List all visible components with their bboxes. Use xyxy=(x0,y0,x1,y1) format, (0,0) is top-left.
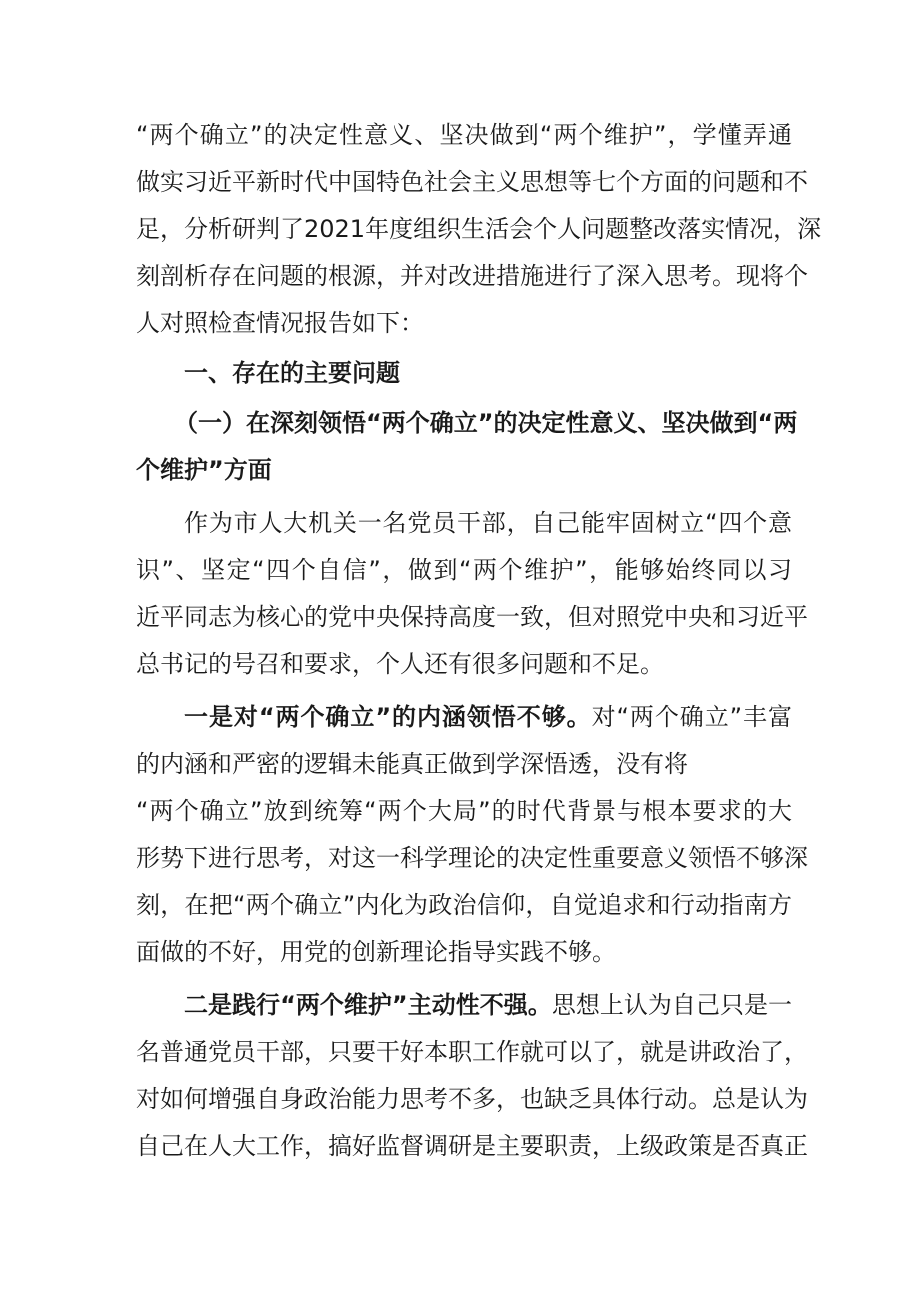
text-line: “两个确立”的决定性意义、坚决做到“两个维护”，学懂弄通 xyxy=(136,121,792,149)
intro-paragraph xyxy=(136,112,822,347)
paragraph-2 xyxy=(136,694,808,976)
section-heading: 一、存在的主要问题 xyxy=(184,359,400,387)
text-line xyxy=(136,982,792,1029)
subheading xyxy=(136,400,798,494)
paragraph-1 xyxy=(136,500,808,688)
text-line: 识”、坚定“四个自信”，做到“两个维护”，能够始终同以习 xyxy=(136,556,792,584)
text-line: 做实习近平新时代中国特色社会主义思想等七个方面的问题和不 xyxy=(136,168,808,196)
text-line: 总书记的号召和要求，个人还有很多问题和不足。 xyxy=(136,650,664,678)
paragraph-lead: 一是对“两个确立”的内涵领悟不够。 xyxy=(184,703,592,731)
text-line: 近平同志为核心的党中央保持高度一致，但对照党中央和习近平 xyxy=(136,603,808,631)
text-line: 刻剖析存在问题的根源，并对改进措施进行了深入思考。现将个 xyxy=(136,262,808,290)
text-line xyxy=(136,694,792,741)
paragraph-3 xyxy=(136,982,808,1170)
text-line: 对如何增强自身政治能力思考不多，也缺乏具体行动。总是认为 xyxy=(136,1085,808,1113)
text-line: “两个确立”放到统筹“两个大局”的时代背景与根本要求的大 xyxy=(136,797,792,825)
text-line: 足，分析研判了2021年度组织生活会个人问题整改落实情况，深 xyxy=(136,215,822,243)
document-page xyxy=(136,112,822,1170)
text-line: 名普通党员干部，只要干好本职工作就可以了，就是讲政治了， xyxy=(136,1038,808,1066)
text-line: 形势下进行思考，对这一科学理论的决定性重要意义领悟不够深 xyxy=(136,844,808,872)
text-line: 作为市人大机关一名党员干部，自己能牢固树立“四个意 xyxy=(184,509,792,537)
text-line: 人对照检查情况报告如下： xyxy=(136,309,424,337)
paragraph-text: 对“两个确立”丰富 xyxy=(591,703,793,731)
text-line: 刻，在把“两个确立”内化为政治信仰，自觉追求和行动指南方 xyxy=(136,891,792,919)
subheading-line: （一）在深刻领悟“两个确立”的决定性意义、坚决做到“两 xyxy=(174,409,798,437)
text-line: 面做的不好，用党的创新理论指导实践不够。 xyxy=(136,938,616,966)
text-line: 自己在人大工作，搞好监督调研是主要职责，上级政策是否真正 xyxy=(136,1132,808,1160)
text-line: 的内涵和严密的逻辑未能真正做到学深悟透，没有将 xyxy=(136,750,688,778)
subheading-line: 个维护”方面 xyxy=(136,456,272,484)
paragraph-text: 思想上认为自己只是一 xyxy=(551,991,793,1019)
paragraph-lead: 二是践行“两个维护”主动性不强。 xyxy=(184,991,552,1019)
